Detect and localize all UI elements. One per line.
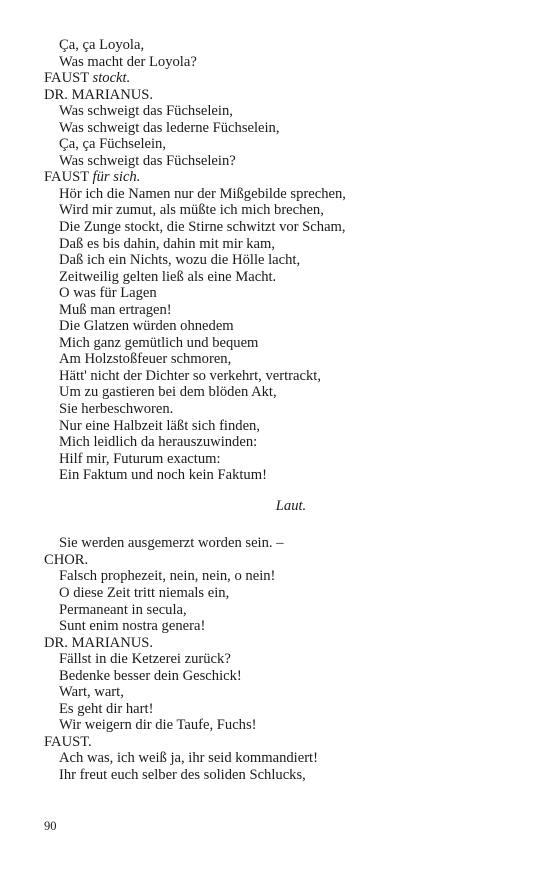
verse-line: Die Glatzen würden ohnedem xyxy=(59,318,234,335)
speaker-heading xyxy=(44,70,514,87)
verse-line: Permaneant in secula, xyxy=(59,601,187,618)
verse-line: Daß es bis dahin, dahin mit mir kam, xyxy=(59,235,276,252)
verse-line: Um zu gastieren bei dem blöden Akt, xyxy=(59,384,277,401)
speaker-heading xyxy=(44,635,514,652)
speaker-heading xyxy=(44,734,514,751)
verse-line: Hätt' nicht der Dichter so verkehrt, vertrackt, xyxy=(59,367,321,384)
stage-direction: für sich. xyxy=(92,169,141,186)
speaker-heading xyxy=(44,552,514,569)
verse-line: Zeitweilig gelten ließ als eine Macht. xyxy=(59,268,277,285)
verse-line: Ach was, ich weiß ja, ihr seid kommandiert! xyxy=(59,750,318,767)
verse-line: Falsch prophezeit, nein, nein, o nein! xyxy=(59,568,276,585)
verse-line: Fällst in die Ketzerei zurück? xyxy=(59,651,231,668)
verse-line: Was macht der Loyola? xyxy=(59,53,197,70)
speaker-heading xyxy=(44,87,514,104)
verse-line: Daß ich ein Nichts, wozu die Hölle lacht, xyxy=(59,252,301,269)
speaker-heading xyxy=(44,169,514,186)
verse-line: O diese Zeit tritt niemals ein, xyxy=(59,584,230,601)
verse-line: Nur eine Halbzeit läßt sich finden, xyxy=(59,417,260,434)
play-text xyxy=(44,37,514,784)
verse-line: Mich ganz gemütlich und bequem xyxy=(59,334,259,351)
verse-line: Mich leidlich da herauszuwinden: xyxy=(59,434,258,451)
speaker-name: FAUST. xyxy=(44,733,92,750)
verse-line: Was schweigt das Füchselein, xyxy=(59,103,233,120)
verse-line: Ein Faktum und noch kein Faktum! xyxy=(59,467,267,484)
verse-line: Sie werden ausgemerzt worden sein. – xyxy=(59,535,284,552)
verse-line: Sie herbeschworen. xyxy=(59,401,174,418)
speaker-name: FAUST xyxy=(44,169,89,186)
stage-direction-centered: Laut. xyxy=(275,497,307,514)
verse-line: Muß man ertragen! xyxy=(59,301,172,318)
verse-line: Es geht dir hart! xyxy=(59,700,154,717)
speaker-name: DR. MARIANUS. xyxy=(44,634,154,651)
verse-line: Wird mir zumut, als müßte ich mich brechen, xyxy=(59,202,324,219)
verse-line: O was für Lagen xyxy=(59,285,157,302)
verse-line: Wir weigern dir die Taufe, Fuchs! xyxy=(59,717,257,734)
verse-line: Am Holzstoßfeuer schmoren, xyxy=(59,351,232,368)
verse-line: Ça, ça Füchselein, xyxy=(59,136,166,153)
speaker-name: FAUST xyxy=(44,70,89,87)
speaker-name: DR. MARIANUS. xyxy=(44,86,154,103)
verse-line: Sunt enim nostra genera! xyxy=(59,618,206,635)
verse-line: Hilf mir, Futurum exactum: xyxy=(59,450,221,467)
verse-line: Ihr freut euch selber des soliden Schlucks, xyxy=(59,766,306,783)
page-number: 90 xyxy=(44,819,57,833)
verse-line: Wart, wart, xyxy=(59,684,124,701)
verse-line: Die Zunge stockt, die Stirne schwitzt vor Scham, xyxy=(59,219,346,236)
verse-line: Was schweigt das Füchselein? xyxy=(59,152,236,169)
speaker-name: CHOR. xyxy=(44,551,89,568)
verse-line: Ça, ça Loyola, xyxy=(59,37,145,53)
stage-direction: stockt. xyxy=(92,70,131,87)
verse-line: Hör ich die Namen nur der Mißgebilde sprechen, xyxy=(59,185,346,202)
verse-line: Was schweigt das lederne Füchselein, xyxy=(59,119,280,136)
verse-line: Bedenke besser dein Geschick! xyxy=(59,667,242,684)
